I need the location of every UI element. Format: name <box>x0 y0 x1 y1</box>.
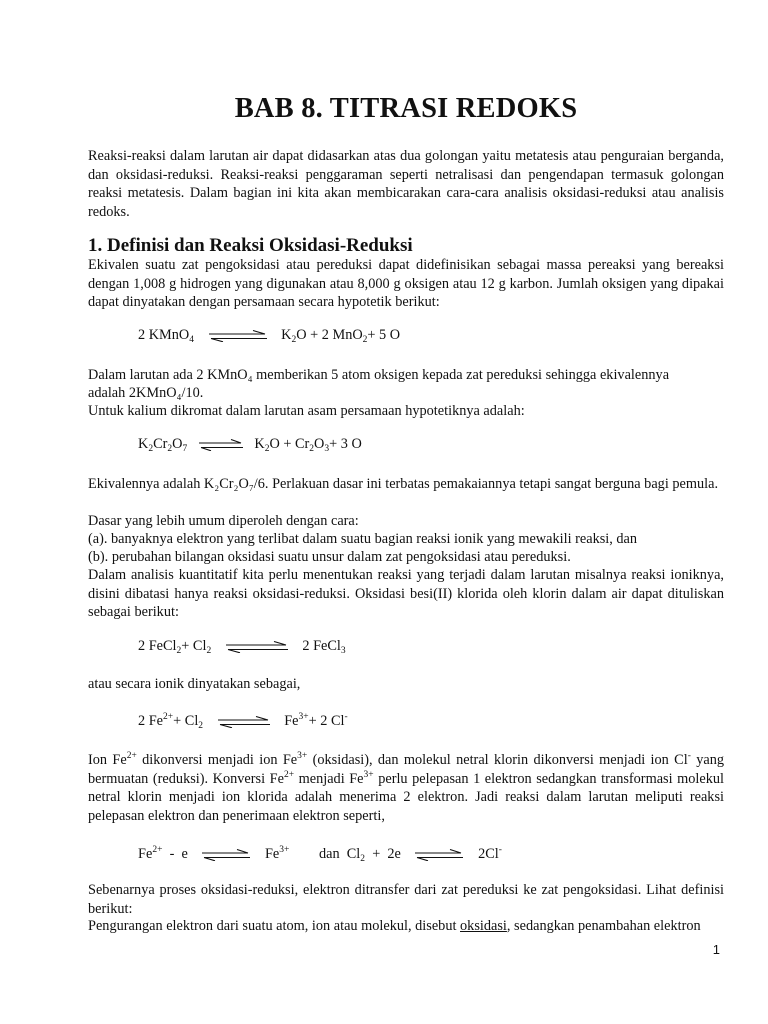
list-item-b: (b). perubahan bilangan oksidasi suatu unsur dalam zat pengoksidasi atau pereduksi. <box>88 549 571 565</box>
equation-ionic: 2 $Fe^{2+}+ Cl_2$ $Fe^{3+}+ 2$ Cl- <box>138 712 348 732</box>
equilibrium-arrow-icon <box>200 849 252 861</box>
paragraph-quantitative-analysis: Dalam analisis kuantitatif kita perlu menentukan reaksi yang terjadi dalam larutan misalnya reaksi ioniknya, disini dibatasi hanya reaksi oksidasi-reduksi. Oksidasi besi(II) klorida oleh klorin dalam air dapat dituliskan sebagai berikut: <box>88 567 724 620</box>
equation-fecl2: 2 FeCl$_2$+ $Cl_2$ 2 FeCl$_3$ <box>138 638 346 657</box>
equilibrium-arrow-icon <box>207 330 269 342</box>
intro-paragraph: Reaksi-reaksi dalam larutan air dapat didasarkan atas dua golongan yaitu metatesis atau penguraian berganda, dan oksidasi-reduksi. Reaksi-reaksi penggaraman seperti netralisasi dan pengendapan termasuk golongan reaksi metatesis. Dalam bagian ini kita akan membicarakan cara-cara analisis oksidasi-reduksi atau analisis redoks. <box>88 148 724 220</box>
paragraph-general-basis: Dasar yang lebih umum diperoleh dengan cara: <box>88 513 359 529</box>
list-item-a: (a). banyaknya elektron yang terlibat dalam suatu bagian reaksi ionik yang mewakili reaksi, dan <box>88 531 638 547</box>
paragraph-kmno4-line1: Dalam larutan ada 2 KMnO₄ memberikan 5 atom oksigen kepada zat pereduksi sehingga ekivalennya <box>88 367 670 383</box>
paragraph-equivalent-definition: Ekivalen suatu zat pengoksidasi atau pereduksi dapat didefinisikan sebagai massa pereaksi yang bereaksi dengan 1,008 g hidrogen yang digunakan atau 8,000 g oksigen atau 12 g karbon. Jumlah oksigen yang dipakai dapat dinyatakan dengan persamaan secara hypotetik berikut: <box>88 257 724 310</box>
paragraph-electron-transfer: Sebenarnya proses oksidasi-reduksi, elektron ditransfer dari zat pereduksi ke zat pengoksidasi. Lihat definisi berikut: <box>88 882 724 917</box>
equilibrium-arrow-icon <box>413 849 465 861</box>
paragraph-dichromate-equivalent: Ekivalennya adalah K₂Cr₂O₇/6. Perlakuan dasar ini terbatas pemakaiannya tetapi sangat berguna bagi pemula. <box>88 476 719 492</box>
paragraph-dichromate-intro: Untuk kalium dikromat dalam larutan asam persamaan hypotetiknya adalah: <box>88 403 525 419</box>
page-number: 1 <box>712 942 720 957</box>
paragraph-ion-conversion: Ion $Fe^{2+}$ dikonversi menjadi ion $Fe^{3+}$ (oksidasi), dan molekul netral klorin dikonversi menjadi ion Cl- yang bermuatan (reduksi). Konversi $Fe^{2+}$ menjadi $Fe^{3+}$ perlu pelepasan 1 elektron sedangkan transformasi molekul netral klorin menjadi ion klorida adalah menerima 2 elektron. Jadi reaksi dalam larutan meliputi reaksi pelepasan elektron dan penerimaan elektron seperti, <box>88 751 724 824</box>
equilibrium-arrow-icon <box>197 439 245 451</box>
chapter-title: BAB 8. TITRASI REDOKS <box>234 93 578 124</box>
equation-half-reactions: $Fe^{2+}$ - e $Fe^{3+}$ dan $Cl_2 + 2e$ 2Cl- <box>138 845 502 865</box>
equilibrium-arrow-icon <box>216 716 272 728</box>
paragraph-ionic-intro: atau secara ionik dinyatakan sebagai, <box>88 676 301 692</box>
equation-kmno4: 2 KMnO$_4$ $K_2O + 2$ MnO$_2$+ 5 O <box>138 327 401 346</box>
equilibrium-arrow-icon <box>224 641 290 653</box>
equation-dichromate: $K_2Cr_2O_7$ $K_2O + Cr_2O_3+ 3$ O <box>138 436 362 455</box>
paragraph-kmno4-line2: adalah 2KMnO₄/10. <box>88 385 204 401</box>
section-heading: 1. Definisi dan Reaksi Oksidasi-Reduksi <box>88 235 413 256</box>
paragraph-oxidation-definition: Pengurangan elektron dari suatu atom, ion atau molekul, disebut oksidasi, sedangkan penambahan elektron <box>88 918 701 934</box>
underlined-term-oksidasi: oksidasi <box>460 918 507 934</box>
